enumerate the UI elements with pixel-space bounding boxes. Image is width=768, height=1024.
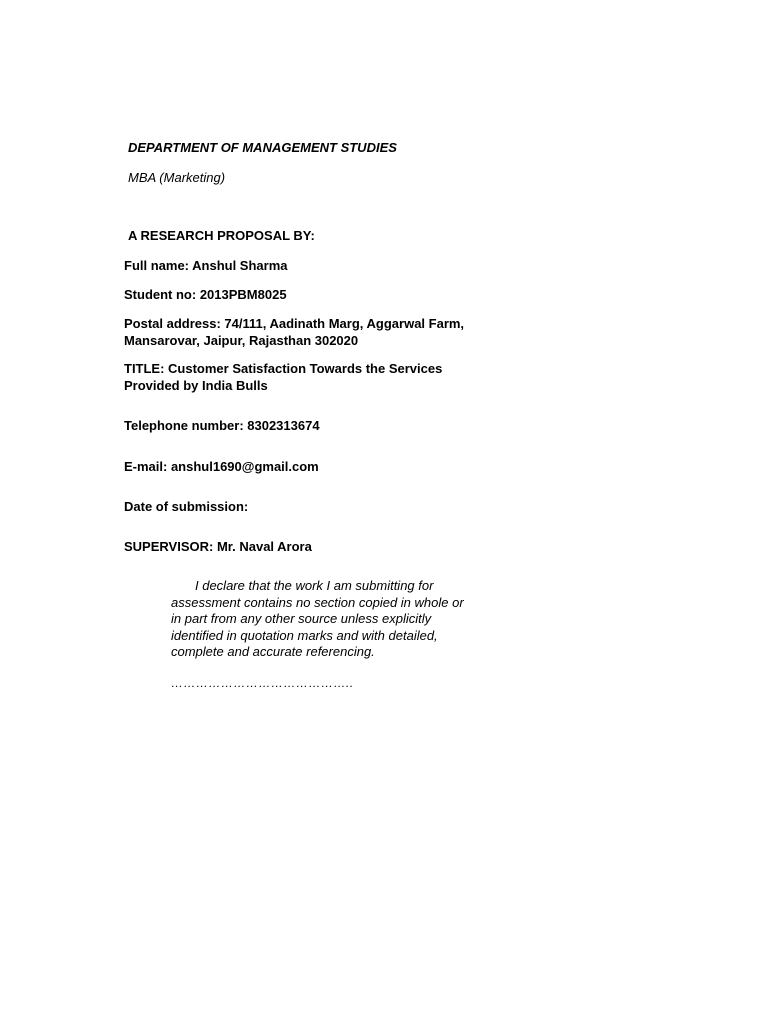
declaration-paragraph: I declare that the work I am submitting for assessment contains no section copied in whole or in part from any other source unless explicitly identified in quotation marks and with detailed, complete and accurate referencing. — [171, 578, 464, 659]
full-name: Full name: Anshul Sharma — [124, 258, 288, 273]
email-address: E-mail: anshul1690@gmail.com — [124, 459, 319, 474]
signature-line: …………………………………….. — [171, 676, 354, 690]
date-of-submission: Date of submission: — [124, 499, 249, 514]
supervisor: SUPERVISOR: Mr. Naval Arora — [124, 539, 312, 554]
student-number: Student no: 2013PBM8025 — [124, 287, 287, 302]
proposal-title-line-2: Provided by India Bulls — [124, 378, 268, 393]
postal-address-line-1: Postal address: 74/111, Aadinath Marg, Aggarwal Farm, — [124, 316, 465, 331]
telephone-number: Telephone number: 8302313674 — [124, 418, 320, 433]
proposal-heading: A RESEARCH PROPOSAL BY: — [128, 228, 315, 243]
postal-address-line-2: Mansarovar, Jaipur, Rajasthan 302020 — [124, 333, 359, 348]
proposal-title-line-1: TITLE: Customer Satisfaction Towards the Services — [124, 361, 443, 376]
program-name: MBA (Marketing) — [128, 170, 226, 185]
postal-address — [124, 315, 464, 349]
proposal-title — [124, 360, 442, 394]
department-heading: DEPARTMENT OF MANAGEMENT STUDIES — [128, 140, 397, 155]
